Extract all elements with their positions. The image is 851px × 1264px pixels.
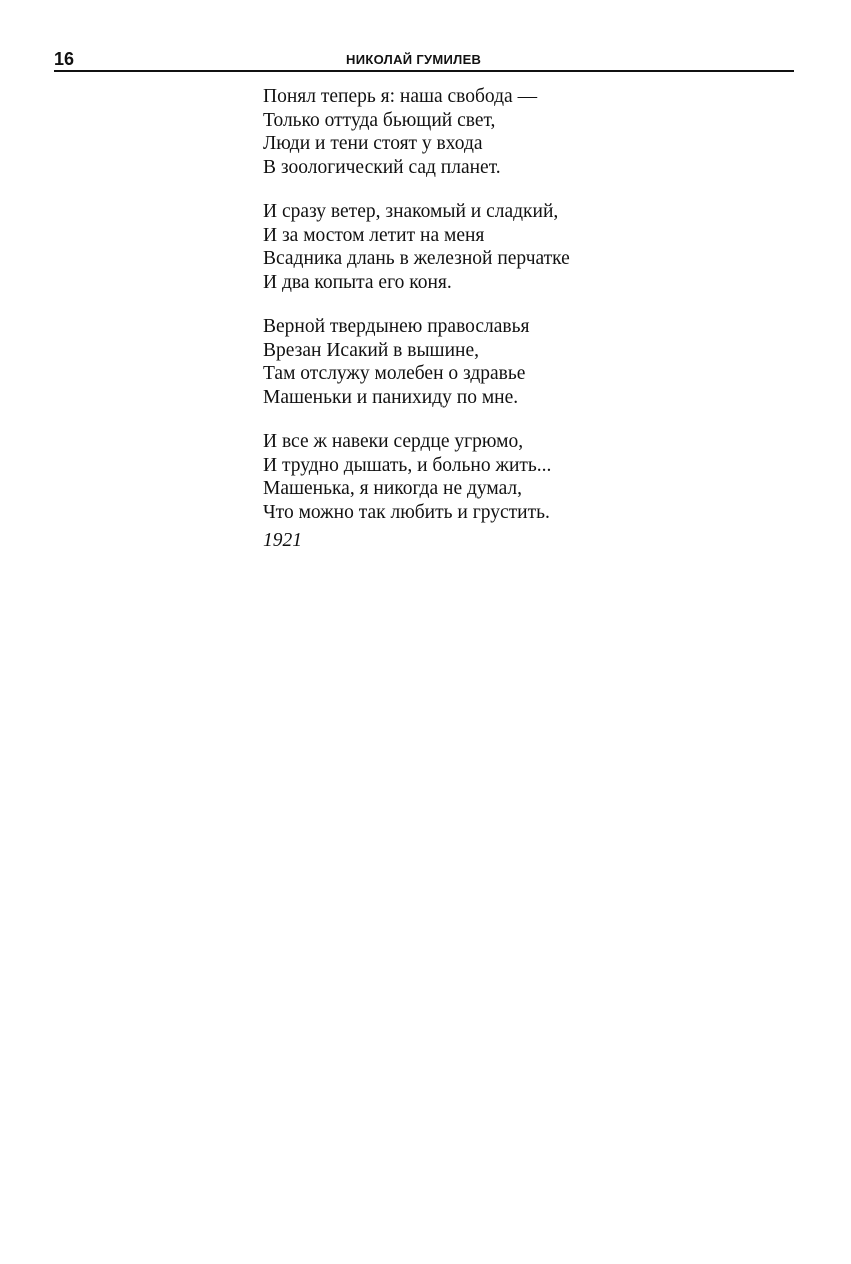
stanza-2 [263,200,743,294]
poem [263,85,743,552]
poem-line: Что можно так любить и грустить. [263,501,550,523]
poem-line: И сразу ветер, знакомый и сладкий, [263,201,559,222]
stanza-1 [263,85,743,179]
poem-line: Всадника длань в железной перчатке [263,248,570,269]
poem-line: Только оттуда бьющий свет, [263,109,496,131]
poem-line: Там отслужу молебен о здравье [263,363,526,384]
page-number: 16 [54,49,75,69]
poem-line: В зоологический сад планет. [263,156,501,178]
poem-line: И трудно дышать, и больно жить... [263,454,552,476]
page-header [54,48,794,72]
stanza-3 [263,315,743,409]
stanza-4 [263,430,743,524]
poem-line: Машенька, я никогда не думал, [263,478,523,499]
poem-line: Машеньки и панихиду по мне. [263,386,519,408]
poem-line: Люди и тени стоят у входа [263,133,483,154]
poem-line: Верной твердынею православья [263,316,530,337]
poem-line: И все ж навеки сердце угрюмо, [263,431,524,452]
running-title: НИКОЛАЙ ГУМИЛЕВ [346,52,482,67]
poem-date: 1921 [263,530,302,551]
poem-line: Понял теперь я: наша свобода — [263,86,538,107]
poem-line: Врезан Исакий в вышине, [263,339,479,361]
poem-line: И два копыта его коня. [263,271,452,293]
poem-line: И за мостом летит на меня [263,224,485,246]
